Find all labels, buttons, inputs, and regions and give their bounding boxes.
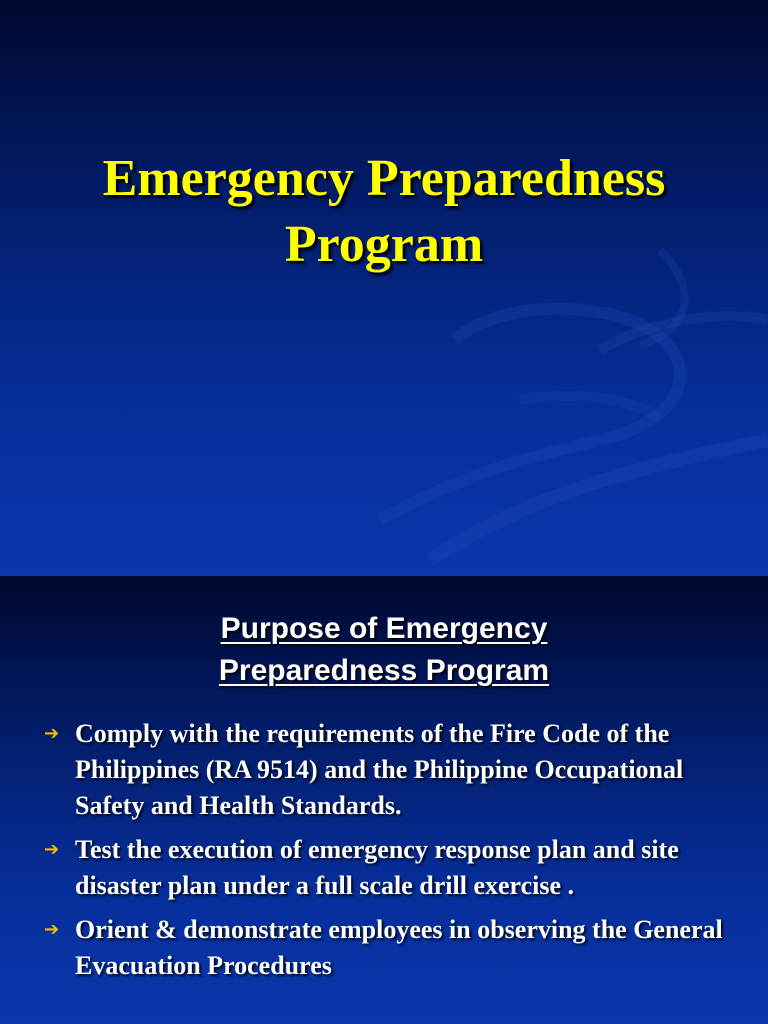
bullet-text: Test the execution of emergency response plan and site disaster plan under a full scale drill exercise . [75,835,679,900]
arrow-right-icon: ➔ [44,919,60,940]
bullet-list [44,716,734,992]
bullet-item [44,832,734,904]
arrow-right-icon: ➔ [44,723,60,744]
bullet-text: Comply with the requirements of the Fire Code of the Philippines (RA 9514) and the Philippine Occupational Safety and Health Standards. [75,719,684,820]
slide-title [0,146,768,278]
bullet-item [44,716,734,824]
slide-subtitle-line: Preparedness Program [218,654,550,687]
slide-subtitle-line: Purpose of Emergency [220,612,548,645]
slide-title-line: Program [284,216,484,273]
arrow-right-icon: ➔ [44,839,60,860]
slide-subtitle [0,608,768,692]
bullet-text: Orient & demonstrate employees in observing the General Evacuation Procedures [75,915,723,980]
slide-title-line: Emergency Preparedness [102,150,666,207]
bullet-item [44,912,734,984]
slide-2 [0,576,768,1024]
